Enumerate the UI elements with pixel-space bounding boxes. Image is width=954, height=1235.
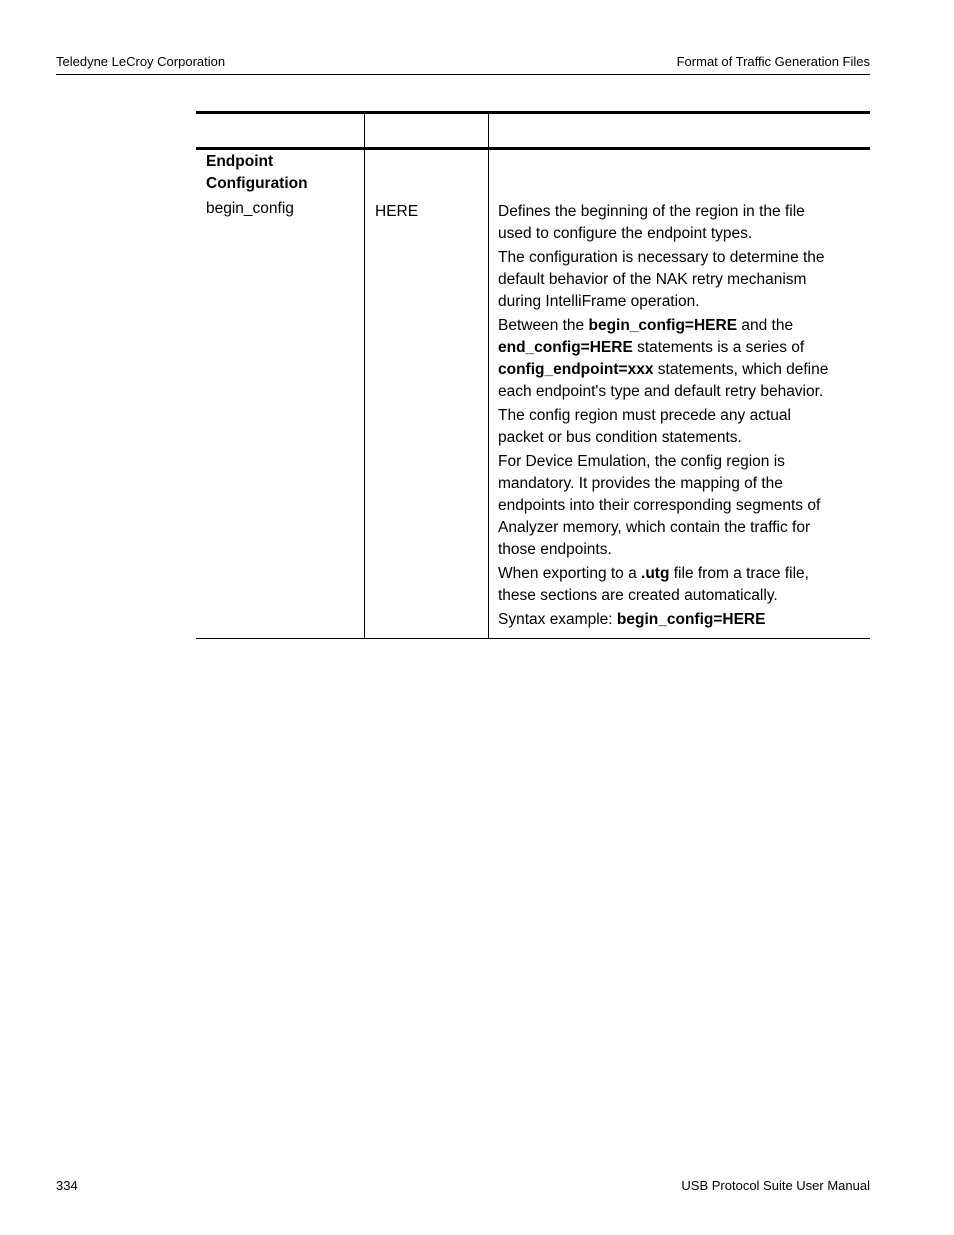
- text-line: [498, 359, 864, 381]
- header-divider: [56, 74, 870, 75]
- text-run: Syntax example:: [498, 611, 617, 628]
- text-run: statements, which define: [653, 361, 829, 378]
- text-line: The config region must precede any actual: [498, 407, 791, 424]
- text-line: these sections are created automatically.: [498, 587, 778, 604]
- bold-keyword: config_endpoint=xxx: [498, 361, 654, 378]
- text-run: and the: [737, 317, 794, 334]
- page-number: 334: [56, 1178, 78, 1193]
- bold-keyword: .utg: [641, 565, 670, 582]
- table-bottom-rule: [196, 638, 870, 639]
- text-line: mandatory. It provides the mapping of the: [498, 475, 783, 492]
- text-line: each endpoint's type and default retry behavior.: [498, 383, 824, 400]
- section-heading: [206, 151, 356, 195]
- text-line: packet or bus condition statements.: [498, 429, 742, 446]
- manual-title: USB Protocol Suite User Manual: [681, 1178, 870, 1193]
- text-run: Between the: [498, 317, 589, 334]
- text-run: When exporting to a: [498, 565, 642, 582]
- description-paragraph: [498, 315, 864, 403]
- text-line: endpoints into their corresponding segments of: [498, 497, 821, 514]
- section-heading-line1: Endpoint: [206, 153, 274, 170]
- description-paragraph: [498, 563, 864, 607]
- description-paragraph: [498, 201, 864, 245]
- running-header-section: Format of Traffic Generation Files: [676, 54, 870, 69]
- bold-keyword: end_config=HERE: [498, 339, 633, 356]
- description-paragraph: [498, 405, 864, 449]
- text-run: file from a trace file,: [669, 565, 809, 582]
- text-line: The configuration is necessary to determine the: [498, 249, 825, 266]
- text-line: Analyzer memory, which contain the traffic for: [498, 519, 811, 536]
- description-paragraph: [498, 451, 864, 561]
- text-line: during IntelliFrame operation.: [498, 293, 700, 310]
- description-paragraph: [498, 609, 864, 631]
- text-line: default behavior of the NAK retry mechanism: [498, 271, 807, 288]
- section-heading-line2: Configuration: [206, 175, 308, 192]
- description-cell: [498, 201, 864, 633]
- description-paragraph: [498, 247, 864, 313]
- text-line: [498, 609, 864, 631]
- text-line: [498, 563, 864, 585]
- text-run: statements is a series of: [632, 339, 805, 356]
- bold-keyword: begin_config=HERE: [616, 611, 766, 628]
- table-header-rule: [196, 147, 870, 150]
- value-cell: HERE: [375, 203, 419, 220]
- text-line: those endpoints.: [498, 541, 612, 558]
- keyword-cell: begin_config: [206, 200, 294, 217]
- text-line: [498, 337, 864, 359]
- text-line: For Device Emulation, the config region is: [498, 453, 785, 470]
- text-line: [498, 315, 864, 337]
- table-column-divider-2: [488, 111, 489, 639]
- table-column-divider-1: [364, 111, 365, 639]
- text-line: Defines the beginning of the region in the file: [498, 203, 805, 220]
- running-header-company: Teledyne LeCroy Corporation: [56, 54, 226, 69]
- text-line: used to configure the endpoint types.: [498, 225, 753, 242]
- table-top-rule: [196, 111, 870, 114]
- bold-keyword: begin_config=HERE: [588, 317, 738, 334]
